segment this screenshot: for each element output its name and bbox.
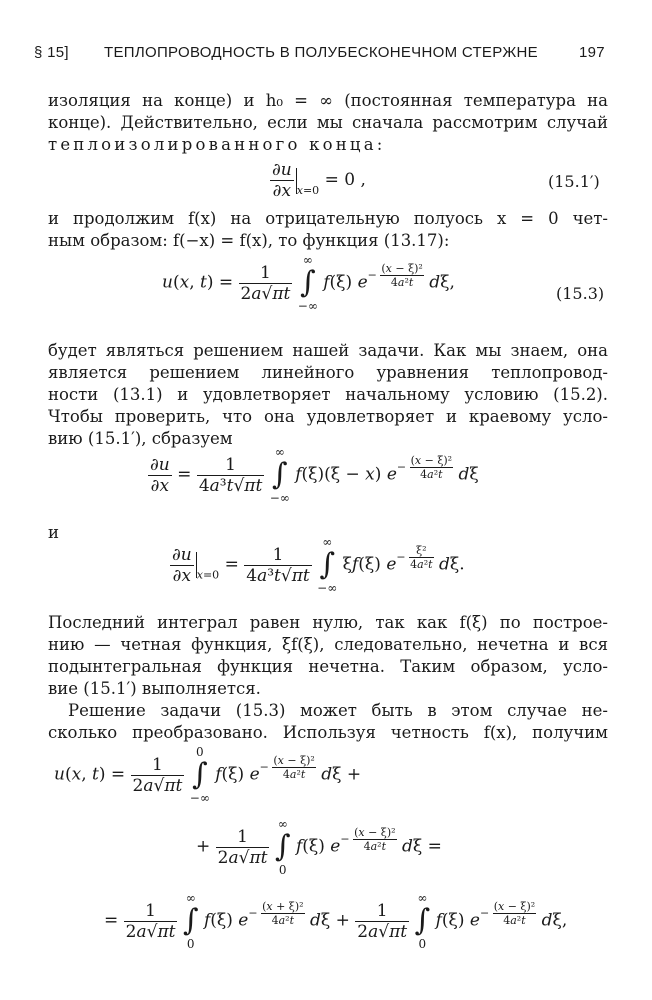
- text-line: и продолжим f(x) на отрицательную полуось x = 0 чет-: [48, 209, 608, 228]
- equation-number: (15.1′): [548, 172, 600, 191]
- text-line: является решением линейного уравнения теплопровод-: [48, 363, 608, 382]
- text-line: будет являться решением нашей задачи. Как мы знаем, она: [48, 341, 608, 360]
- text-line: Чтобы проверить, что она удовлетворяет и краевому усло-: [48, 407, 608, 426]
- running-title: ТЕПЛОПРОВОДНОСТЬ В ПОЛУБЕСКОНЕЧНОМ СТЕРЖНЕ: [104, 44, 538, 61]
- text-line: и: [48, 523, 59, 542]
- equation-derivative-at-zero: $\frac{\partial u}{\partial x}$ $_{x=0}$ = $\frac{1}{\text{4a³t√πt}}$ ∞ ∫ −∞ ξf(ξ) e− $\frac{\text{ξ²}}{\text{4a²t}}$ dξ.: [172, 535, 465, 595]
- equation-number: (15.3): [556, 284, 605, 303]
- text-line: сколько преобразовано. Используя четность f(x), получим: [48, 723, 608, 742]
- page-number: 197: [579, 44, 605, 61]
- equation-transformed-line2: + $\frac{1}{2a√\pi t}$ ∞ ∫ 0 f(ξ) e− $\frac{\text{(x − ξ)²}}{\text{4a²t}}$ dξ =: [196, 817, 442, 877]
- text-line: подынтегральная функция нечетна. Таким образом, усло-: [48, 657, 608, 676]
- text-line: конце). Действительно, если мы сначала рассмотрим случай: [48, 113, 608, 132]
- section-label: § 15]: [34, 44, 69, 61]
- equation-transformed-line3: = $\frac{1}{2a√\pi t}$ ∞ ∫ 0 f(ξ) e− $\frac{\text{(x + ξ)²}}{\text{4a²t}}$ dξ + $\frac{1}{2a√\pi t}$ ∞ ∫ 0 f(ξ) e− $\frac{\text{(x − ξ)²}}{\text{4a²t}}$ dξ,: [104, 891, 568, 951]
- text-line: изоляция на конце) и h₀ = ∞ (постоянная температура на: [48, 91, 608, 110]
- text-line: ности (13.1) и удовлетворяет начальному условию (15.2).: [48, 385, 608, 404]
- equation-derivative: $\frac{\partial u}{\partial x}$ = $\frac{1}{\text{4a³t√πt}}$ ∞ ∫ −∞ f(ξ)(ξ − x) e− $\frac{\text{(x − ξ)²}}{\text{4a²t}}$ dξ: [150, 445, 479, 505]
- text-line: теплоизолированного конца:: [48, 135, 386, 154]
- text-line: Решение задачи (15.3) может быть в этом случае не-: [68, 701, 608, 720]
- text-line: Последний интеграл равен нулю, так как f(ξ) по построе-: [48, 613, 608, 632]
- text-line: вие (15.1′) выполняется.: [48, 679, 261, 698]
- equation-boundary-condition: $\frac{\partial u}{\partial x}$ $_{x=0}$ = 0 ,: [272, 160, 366, 201]
- text-line: вию (15.1′), сбразуем: [48, 429, 233, 448]
- text-line: нию — четная функция, ξf(ξ), следовательно, нечетна и вся: [48, 635, 608, 654]
- equation-solution: u(x, t) = $\frac{1}{2a√\pi t}$ ∞ ∫ −∞ f(ξ) e− $\frac{\text{(x − ξ)²}}{\text{4a²t}}$ dξ,: [162, 253, 455, 313]
- equation-transformed-line1: u(x, t) = $\frac{1}{2a√\pi t}$ 0 ∫ −∞ f(ξ) e− $\frac{\text{(x − ξ)²}}{\text{4a²t}}$ dξ +: [54, 745, 362, 805]
- text-line: ным образом: f(−x) = f(x), то функция (13.17):: [48, 231, 450, 250]
